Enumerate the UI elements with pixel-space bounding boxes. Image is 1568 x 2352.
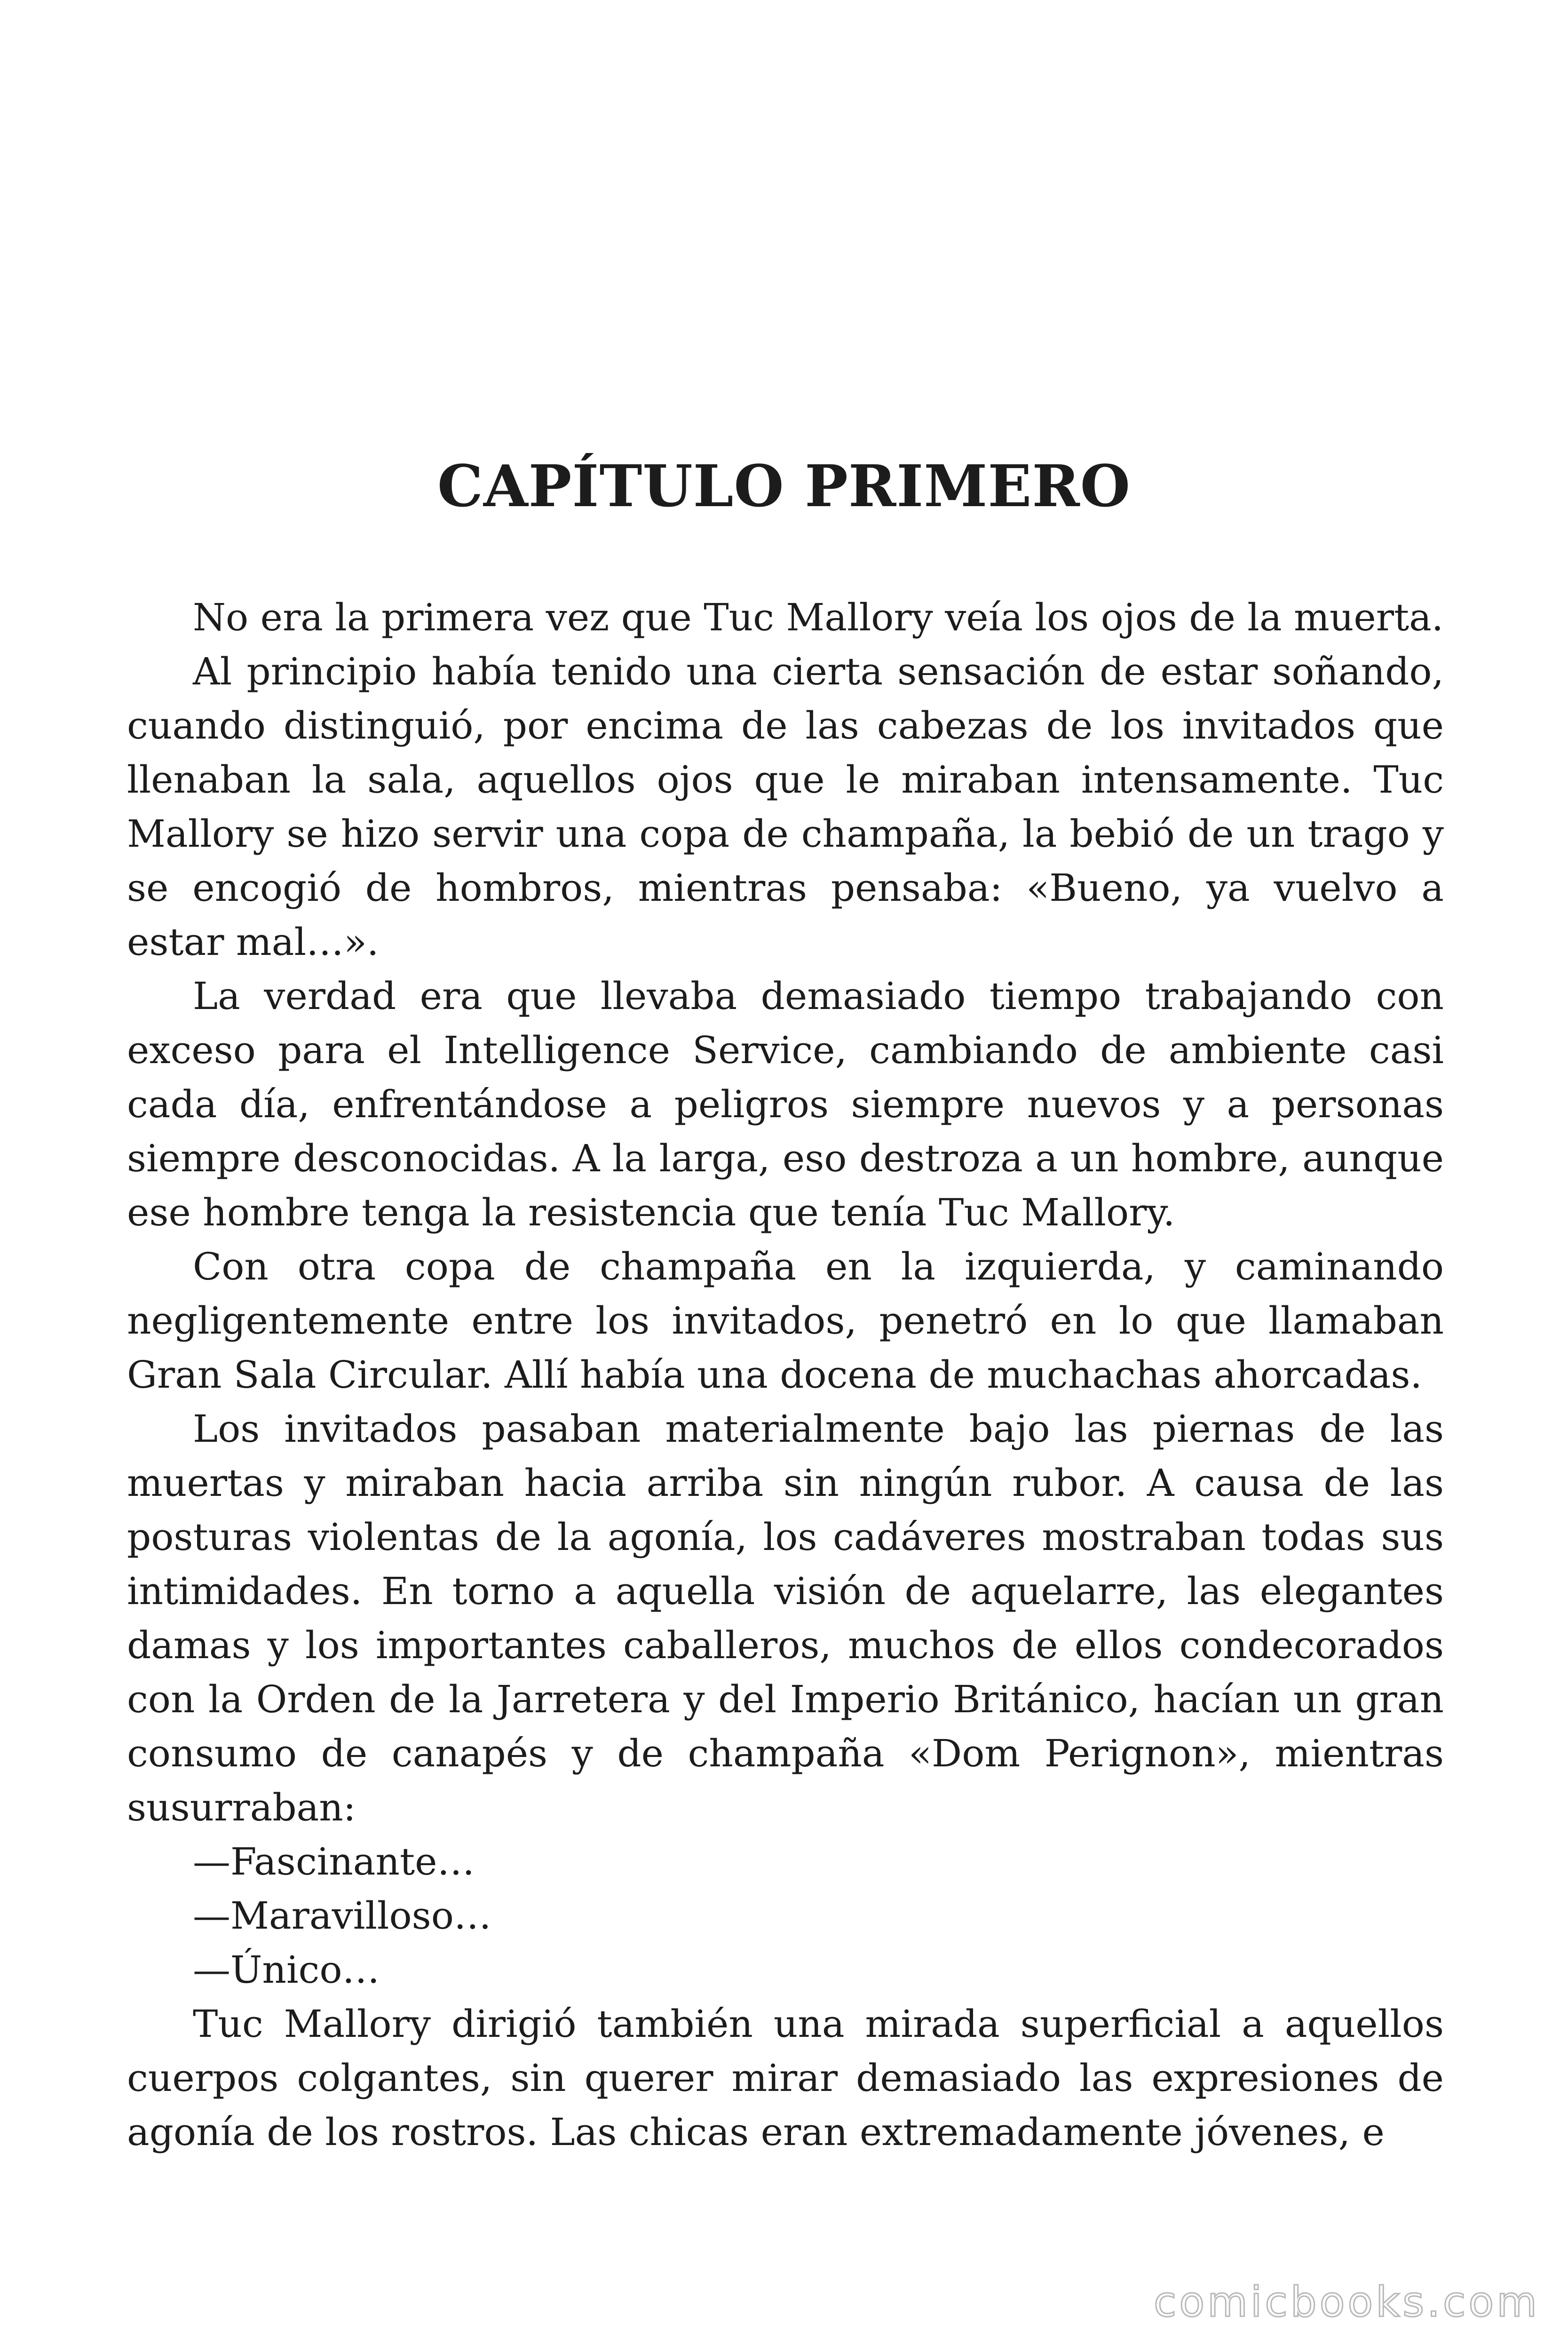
chapter-title: CAPÍTULO PRIMERO [437,452,1131,520]
paragraph: Los invitados pasaban materialmente bajo las piernas de las muertas y miraban hacia arriba sin ningún rubor. A causa de las posturas violentas de la agonía, los cadáveres mostraban todas sus intimidades. En torno a aquella visión de aquelarre, las elegantes damas y los importantes caballeros, muchos de ellos condecorados con la Orden de la Jarretera y del Imperio Británico, hacían un gran consumo de canapés y de champaña «Dom Perignon», mientras susurraban: [127,1407,1444,1829]
dialogue-line: —Maravilloso… [193,1894,491,1938]
paragraph: Con otra copa de champaña en la izquierda, y caminando negligentemente entre los invitados, penetró en lo que llamaban Gran Sala Circular. Allí había una docena de muchachas ahorcadas. [127,1245,1444,1397]
dialogue-line: —Fascinante… [193,1840,475,1883]
paragraph: Al principio había tenido una cierta sensación de estar soñando, cuando distinguió, por encima de las cabezas de los invitados que llenaban la sala, aquellos ojos que le miraban intensamente. Tuc Mallory se hizo servir una copa de champaña, la bebió de un trago y se encogió de hombros, mientras pensaba: «Bueno, ya vuelvo a estar mal…». [127,650,1444,964]
dialogue-line: —Único… [193,1948,380,1992]
site-watermark: comicbooks.com [1153,2278,1540,2326]
chapter-body [127,590,1444,2159]
paragraph: La verdad era que llevaba demasiado tiempo trabajando con exceso para el Intelligence Service, cambiando de ambiente casi cada día, enfrentándose a peligros siempre nuevos y a personas siempre desconocidas. A la larga, eso destroza a un hombre, aunque ese hombre tenga la resistencia que tenía Tuc Mallory. [127,974,1444,1234]
paragraph: No era la primera vez que Tuc Mallory veía los ojos de la muerta. [193,596,1444,639]
paragraph: Tuc Mallory dirigió también una mirada superficial a aquellos cuerpos colgantes, sin querer mirar demasiado las expresiones de agonía de los rostros. Las chicas eran extremadamente jóvenes, e [127,2002,1444,2154]
